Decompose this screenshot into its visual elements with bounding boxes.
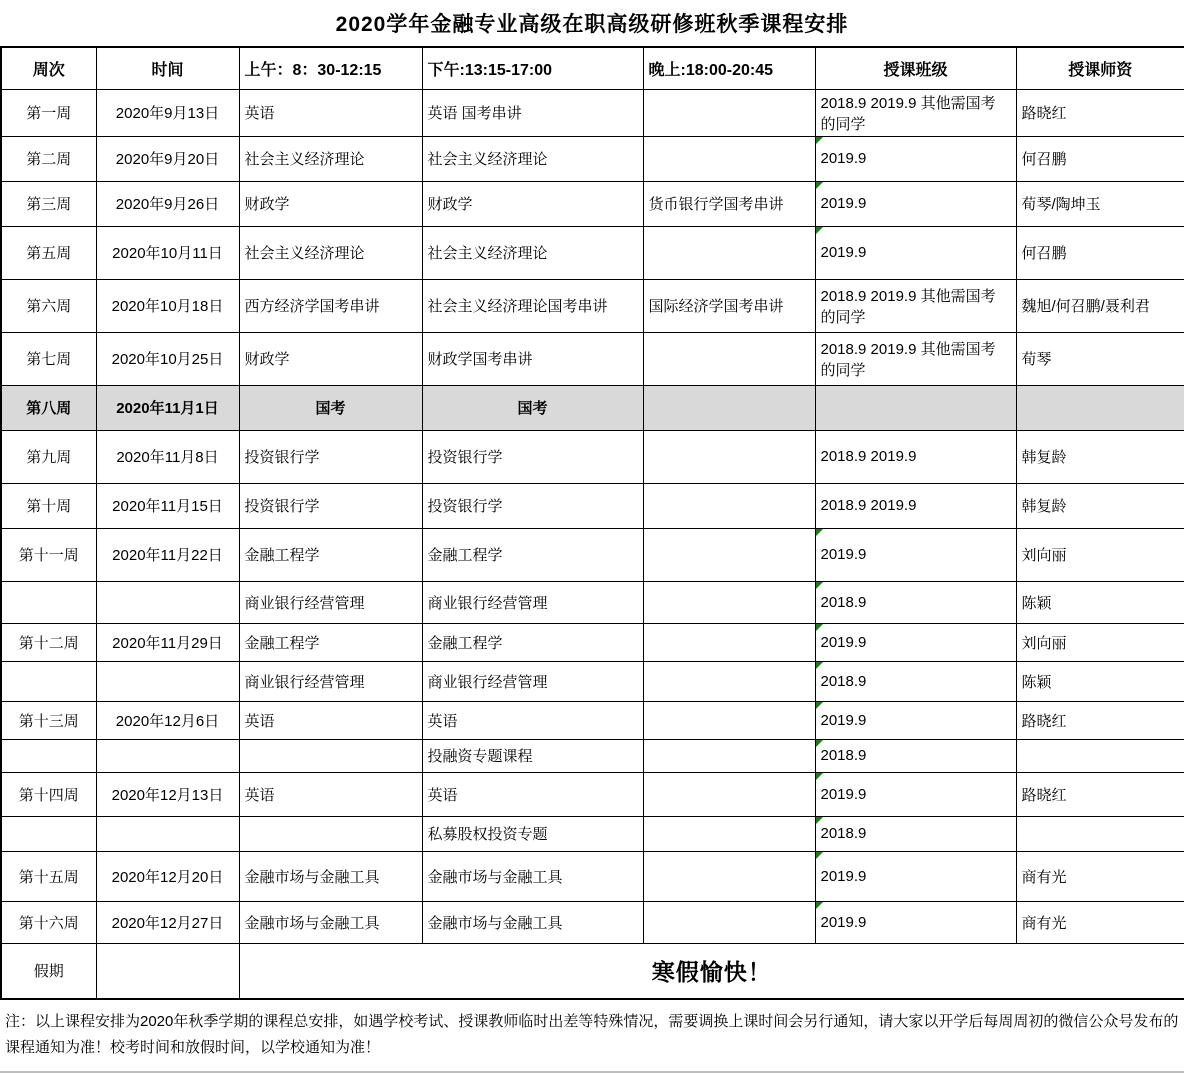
afternoon-course-cell: 英语 国考串讲 [422,89,643,136]
week-cell: 第五周 [1,226,96,279]
evening-course-cell [643,581,815,623]
column-header-teacher: 授课师资 [1016,47,1184,89]
evening-course-cell [643,226,815,279]
afternoon-course-cell: 国考 [422,385,643,430]
date-cell [96,661,239,701]
class-group-cell: 2018.9 2019.9 [815,483,1016,528]
week-cell: 第三周 [1,181,96,226]
evening-course-cell [643,136,815,181]
schedule-table [0,46,1184,1000]
evening-course-cell [643,430,815,483]
date-cell: 2020年10月25日 [96,332,239,385]
afternoon-course-cell: 商业银行经营管理 [422,661,643,701]
week-cell [1,816,96,851]
class-group-cell: 2019.9 [815,181,1016,226]
schedule-row [1,623,1184,661]
morning-course-cell: 英语 [239,772,422,816]
class-group-cell: 2018.9 2019.9 其他需国考的同学 [815,89,1016,136]
date-cell: 2020年10月18日 [96,279,239,332]
morning-course-cell: 西方经济学国考串讲 [239,279,422,332]
morning-course-cell: 投资银行学 [239,483,422,528]
evening-course-cell [643,739,815,772]
week-cell: 第十三周 [1,701,96,739]
holiday-row [1,943,1184,999]
class-group-cell: 2019.9 [815,772,1016,816]
week-cell: 第十五周 [1,851,96,901]
week-cell: 假期 [1,943,96,999]
week-cell: 第六周 [1,279,96,332]
date-cell: 2020年12月27日 [96,901,239,943]
class-group-cell: 2019.9 [815,226,1016,279]
evening-course-cell [643,816,815,851]
teacher-cell: 商有光 [1016,901,1184,943]
week-cell: 第七周 [1,332,96,385]
date-cell [96,943,239,999]
teacher-cell: 魏旭/何召鹏/聂利君 [1016,279,1184,332]
schedule-row [1,332,1184,385]
teacher-cell: 韩复龄 [1016,483,1184,528]
afternoon-course-cell: 投资银行学 [422,483,643,528]
afternoon-course-cell: 社会主义经济理论国考串讲 [422,279,643,332]
evening-course-cell [643,772,815,816]
week-cell: 第八周 [1,385,96,430]
exam-week-row [1,385,1184,430]
teacher-cell: 陈颖 [1016,661,1184,701]
afternoon-course-cell: 英语 [422,772,643,816]
teacher-cell: 何召鹏 [1016,226,1184,279]
teacher-cell [1016,816,1184,851]
class-group-cell: 2018.9 [815,581,1016,623]
teacher-cell: 荀琴/陶坤玉 [1016,181,1184,226]
afternoon-course-cell: 英语 [422,701,643,739]
evening-course-cell [643,528,815,581]
evening-course-cell [643,851,815,901]
class-group-cell: 2019.9 [815,136,1016,181]
teacher-cell: 韩复龄 [1016,430,1184,483]
afternoon-course-cell: 财政学国考串讲 [422,332,643,385]
class-group-cell: 2018.9 [815,739,1016,772]
teacher-cell: 路晓红 [1016,701,1184,739]
column-header-morning: 上午：8：30-12:15 [239,47,422,89]
teacher-cell: 商有光 [1016,851,1184,901]
week-cell: 第十一周 [1,528,96,581]
class-group-cell: 2019.9 [815,701,1016,739]
schedule-row [1,661,1184,701]
afternoon-course-cell: 社会主义经济理论 [422,136,643,181]
class-group-cell: 2019.9 [815,901,1016,943]
teacher-cell: 刘向丽 [1016,623,1184,661]
schedule-row [1,851,1184,901]
afternoon-course-cell: 投资银行学 [422,430,643,483]
afternoon-course-cell: 投融资专题课程 [422,739,643,772]
morning-course-cell: 金融工程学 [239,623,422,661]
date-cell: 2020年9月13日 [96,89,239,136]
evening-course-cell [643,483,815,528]
page-title: 2020学年金融专业高级在职高级研修班秋季课程安排 [335,13,849,36]
class-group-cell: 2018.9 [815,661,1016,701]
afternoon-course-cell: 商业银行经营管理 [422,581,643,623]
green-corner-marker [816,137,823,144]
evening-course-cell [643,89,815,136]
afternoon-course-cell: 社会主义经济理论 [422,226,643,279]
green-corner-marker [816,773,823,780]
morning-course-cell: 英语 [239,89,422,136]
class-group-cell: 2018.9 2019.9 其他需国考的同学 [815,332,1016,385]
class-group-cell: 2019.9 [815,623,1016,661]
date-cell: 2020年11月29日 [96,623,239,661]
green-corner-marker [816,702,823,709]
morning-course-cell: 金融市场与金融工具 [239,851,422,901]
teacher-cell [1016,385,1184,430]
schedule-row [1,739,1184,772]
morning-course-cell: 财政学 [239,181,422,226]
schedule-row [1,89,1184,136]
schedule-row [1,136,1184,181]
class-group-cell: 2019.9 [815,851,1016,901]
green-corner-marker [816,852,823,859]
afternoon-course-cell: 财政学 [422,181,643,226]
green-corner-marker [816,817,823,824]
green-corner-marker [816,182,823,189]
morning-course-cell [239,739,422,772]
week-cell [1,661,96,701]
teacher-cell [1016,739,1184,772]
date-cell: 2020年12月6日 [96,701,239,739]
footnote: 注：以上课程安排为2020年秋季学期的课程总安排，如遇学校考试、授课教师临时出差等特殊情况，需要调换上课时间会另行通知，请大家以开学后每周周初的微信公众号发布的课程通知为准！校考时间和放假时间，以学校通知为准！ [0,1000,1184,1073]
green-corner-marker [816,624,823,631]
week-cell [1,739,96,772]
green-corner-marker [816,582,823,589]
week-cell [1,581,96,623]
evening-course-cell [643,661,815,701]
schedule-row [1,483,1184,528]
column-header-evening: 晚上:18:00-20:45 [643,47,815,89]
green-corner-marker [816,227,823,234]
column-header-afternoon: 下午:13:15-17:00 [422,47,643,89]
date-cell: 2020年11月1日 [96,385,239,430]
green-corner-marker [816,662,823,669]
week-cell: 第九周 [1,430,96,483]
class-group-cell: 2018.9 2019.9 其他需国考的同学 [815,279,1016,332]
teacher-cell: 何召鹏 [1016,136,1184,181]
afternoon-course-cell: 金融工程学 [422,623,643,661]
teacher-cell: 刘向丽 [1016,528,1184,581]
evening-course-cell: 国际经济学国考串讲 [643,279,815,332]
afternoon-course-cell: 金融市场与金融工具 [422,851,643,901]
morning-course-cell: 英语 [239,701,422,739]
date-cell: 2020年10月11日 [96,226,239,279]
column-header-class_group: 授课班级 [815,47,1016,89]
date-cell: 2020年12月13日 [96,772,239,816]
green-corner-marker [816,902,823,909]
date-cell: 2020年9月26日 [96,181,239,226]
afternoon-course-cell: 金融市场与金融工具 [422,901,643,943]
morning-course-cell: 国考 [239,385,422,430]
class-group-cell [815,385,1016,430]
date-cell [96,816,239,851]
week-cell: 第十六周 [1,901,96,943]
schedule-row [1,430,1184,483]
class-group-cell: 2018.9 2019.9 [815,430,1016,483]
schedule-row [1,581,1184,623]
header-row [1,47,1184,89]
date-cell [96,581,239,623]
week-cell: 第十周 [1,483,96,528]
class-group-cell: 2018.9 [815,816,1016,851]
date-cell: 2020年9月20日 [96,136,239,181]
date-cell: 2020年11月8日 [96,430,239,483]
date-cell: 2020年12月20日 [96,851,239,901]
date-cell: 2020年11月22日 [96,528,239,581]
evening-course-cell [643,385,815,430]
week-cell: 第十二周 [1,623,96,661]
schedule-row [1,226,1184,279]
schedule-row [1,772,1184,816]
evening-course-cell [643,623,815,661]
teacher-cell: 路晓红 [1016,772,1184,816]
schedule-row [1,816,1184,851]
schedule-row [1,279,1184,332]
evening-course-cell: 货币银行学国考串讲 [643,181,815,226]
week-cell: 第二周 [1,136,96,181]
week-cell: 第十四周 [1,772,96,816]
green-corner-marker [816,740,823,747]
morning-course-cell: 社会主义经济理论 [239,226,422,279]
schedule-row [1,901,1184,943]
morning-course-cell: 金融工程学 [239,528,422,581]
column-header-week: 周次 [1,47,96,89]
schedule-row [1,701,1184,739]
teacher-cell: 陈颖 [1016,581,1184,623]
green-corner-marker [816,529,823,536]
morning-course-cell: 金融市场与金融工具 [239,901,422,943]
evening-course-cell [643,701,815,739]
morning-course-cell: 投资银行学 [239,430,422,483]
afternoon-course-cell: 金融工程学 [422,528,643,581]
morning-course-cell [239,816,422,851]
morning-course-cell: 社会主义经济理论 [239,136,422,181]
column-header-date: 时间 [96,47,239,89]
holiday-message-cell: 寒假愉快！ [239,943,1184,999]
date-cell [96,739,239,772]
evening-course-cell [643,901,815,943]
schedule-row [1,181,1184,226]
class-group-cell: 2019.9 [815,528,1016,581]
schedule-row [1,528,1184,581]
teacher-cell: 路晓红 [1016,89,1184,136]
morning-course-cell: 财政学 [239,332,422,385]
morning-course-cell: 商业银行经营管理 [239,661,422,701]
evening-course-cell [643,332,815,385]
date-cell: 2020年11月15日 [96,483,239,528]
teacher-cell: 荀琴 [1016,332,1184,385]
morning-course-cell: 商业银行经营管理 [239,581,422,623]
week-cell: 第一周 [1,89,96,136]
afternoon-course-cell: 私募股权投资专题 [422,816,643,851]
